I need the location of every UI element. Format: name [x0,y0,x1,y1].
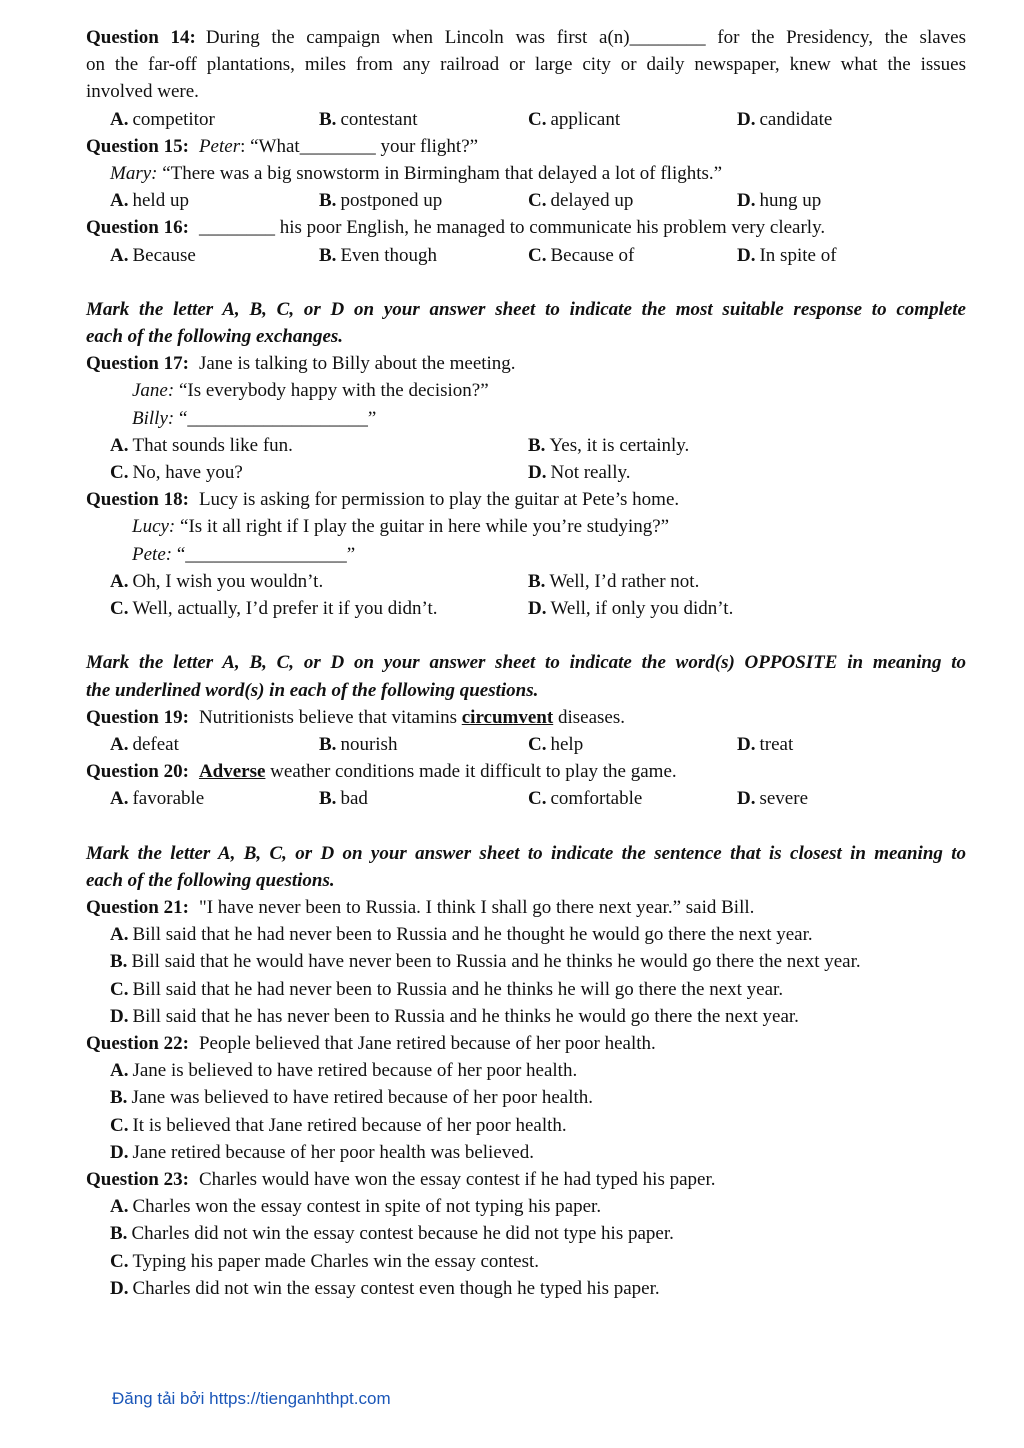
question-label: Question 14: [86,27,196,48]
question-15-reply [86,160,966,187]
option-b: B. contestant [319,108,418,130]
document-content [86,24,966,1302]
option-c: C. Bill said that he had never been to Russia and he thinks he will go there the next year. [110,978,784,1000]
dialogue-line: “Is it all right if I play the guitar in here while you’re studying?” [180,516,670,538]
question-18-dialogue-1 [86,513,966,540]
option-a: A. competitor [110,108,215,130]
option-b: B. Yes, it is certainly. [528,434,690,456]
question-21 [86,894,966,921]
option-d: D. In spite of [737,244,837,266]
option-b: B. Bill said that he would have never been to Russia and he thinks he would go there the next year. [110,951,861,973]
question-16-options [86,242,966,269]
question-label: Question 19: [86,706,189,728]
question-19-options [86,731,966,758]
question-text: During the campaign when Lincoln was first a(n)________ for the Presidency, the slaves [205,27,966,48]
option-d: D. severe [737,788,809,810]
question-text: Jane is talking to Billy about the meeting. [198,353,516,375]
option-b: B. Charles did not win the essay contest because he did not type his paper. [110,1223,674,1245]
section-instruction-line: each of the following exchanges. [86,326,344,348]
section-instruction-line: Mark the letter A, B, C, or D on your answer sheet to indicate the word(s) OPPOSITE in meaning to [86,652,966,674]
question-19 [86,704,966,731]
question-16 [86,214,966,241]
question-23 [86,1166,966,1193]
option-c: C. help [528,733,584,755]
dialogue-line: “Is everybody happy with the decision?” [178,380,489,402]
option-b: B. bad [319,788,368,810]
section-instruction-line: each of the following questions. [86,869,335,891]
question-14-line-2: on the far-off plantations, miles from any railroad or large city or daily newspaper, knew what the issues [86,54,966,76]
footer-prefix: Đăng tải bởi [112,1389,205,1408]
speaker-name: Pete: [132,543,173,565]
question-label: Question 21: [86,897,189,919]
question-label: Question 15: [86,135,189,157]
option-d: D. Well, if only you didn’t. [528,597,734,619]
question-22 [86,1030,966,1057]
option-a: A. defeat [110,733,179,755]
option-a: A. favorable [110,788,205,810]
option-a: A. Because [110,244,196,266]
speaker-name: Lucy: [132,516,176,538]
option-c: C. comfortable [528,788,643,810]
option-a: A. Bill said that he had never been to Russia and he thought he would go there the next year. [110,924,813,946]
speaker-name: Peter [198,135,241,157]
question-text: weather conditions made it difficult to play the game. [270,761,677,783]
question-label: Question 16: [86,217,189,239]
option-c: C. Typing his paper made Charles win the essay contest. [110,1250,540,1272]
question-17-options-row-2 [86,459,966,486]
question-text: ________ his poor English, he managed to communicate his problem very clearly. [198,217,826,239]
option-d: D. Not really. [528,462,631,484]
question-14-options [86,106,966,133]
option-d: D. hung up [737,190,822,212]
dialogue-line: “_________________” [176,543,356,565]
option-d: D. candidate [737,108,833,130]
question-17 [86,350,966,377]
question-label: Question 20: [86,761,189,783]
question-18 [86,486,966,513]
option-b: B. postponed up [319,190,443,212]
question-label: Question 17: [86,353,189,375]
option-b: B. Well, I’d rather not. [528,570,700,592]
question-15-options [86,187,966,214]
option-d: D. treat [737,733,794,755]
question-18-dialogue-2 [86,541,966,568]
option-c: C. Well, actually, I’d prefer it if you didn’t. [110,597,438,619]
option-a: A. That sounds like fun. [110,434,293,456]
speaker-name: Jane: [132,380,175,402]
section-instruction-line: Mark the letter A, B, C, or D on your answer sheet to indicate the sentence that is closest in meaning to [86,842,966,864]
speaker-name: Mary: [110,162,158,184]
question-text: diseases. [557,706,625,728]
question-18-options-row-1 [86,568,966,595]
option-c: C. applicant [528,108,621,130]
option-c: C. Because of [528,244,635,266]
option-a: A. held up [110,190,189,212]
question-text: Charles would have won the essay contest if he had typed his paper. [198,1168,716,1190]
question-label: Question 23: [86,1168,189,1190]
option-b: B. Jane was believed to have retired because of her poor health. [110,1087,594,1109]
option-a: A. Charles won the essay contest in spite of not typing his paper. [110,1196,602,1218]
footer-link[interactable]: https://tienganhthpt.com [209,1389,391,1408]
question-14-line-3: involved were. [86,81,199,103]
question-label: Question 22: [86,1033,189,1055]
question-text: "I have never been to Russia. I think I shall go there next year.” said Bill. [198,897,755,919]
option-a: A. Jane is believed to have retired because of her poor health. [110,1060,578,1082]
dialogue-line: “___________________” [178,407,377,429]
section-instruction-line: the underlined word(s) in each of the following questions. [86,679,539,701]
question-17-dialogue-1 [86,377,966,404]
underlined-word: Adverse [198,761,266,783]
section-instruction-line: Mark the letter A, B, C, or D on your answer sheet to indicate the most suitable response to complete [86,298,966,320]
option-d: D. Jane retired because of her poor health was believed. [110,1141,534,1163]
question-label: Question 18: [86,489,189,511]
question-17-dialogue-2 [86,405,966,432]
question-text: Nutritionists believe that vitamins [198,706,457,728]
question-text: Lucy is asking for permission to play the guitar at Pete’s home. [198,489,680,511]
underlined-word: circumvent [461,706,554,728]
question-20-options [86,785,966,812]
dialogue-line: : “What________ your flight?” [240,135,479,157]
question-text: People believed that Jane retired because of her poor health. [198,1033,656,1055]
option-a: A. Oh, I wish you wouldn’t. [110,570,324,592]
footer-credit [112,1385,391,1412]
option-c: C. delayed up [528,190,634,212]
option-b: B. Even though [319,244,438,266]
question-18-options-row-2 [86,595,966,622]
option-d: D. Charles did not win the essay contest even though he typed his paper. [110,1277,660,1299]
question-14 [86,24,966,51]
option-c: C. No, have you? [110,462,243,484]
dialogue-line: “There was a big snowstorm in Birmingham that delayed a lot of flights.” [162,162,723,184]
speaker-name: Billy: [132,407,175,429]
question-15 [86,133,966,160]
question-20 [86,758,966,785]
option-b: B. nourish [319,733,398,755]
option-c: C. It is believed that Jane retired because of her poor health. [110,1114,567,1136]
question-17-options-row-1 [86,432,966,459]
option-d: D. Bill said that he has never been to Russia and he thinks he would go there the next year. [110,1005,799,1027]
